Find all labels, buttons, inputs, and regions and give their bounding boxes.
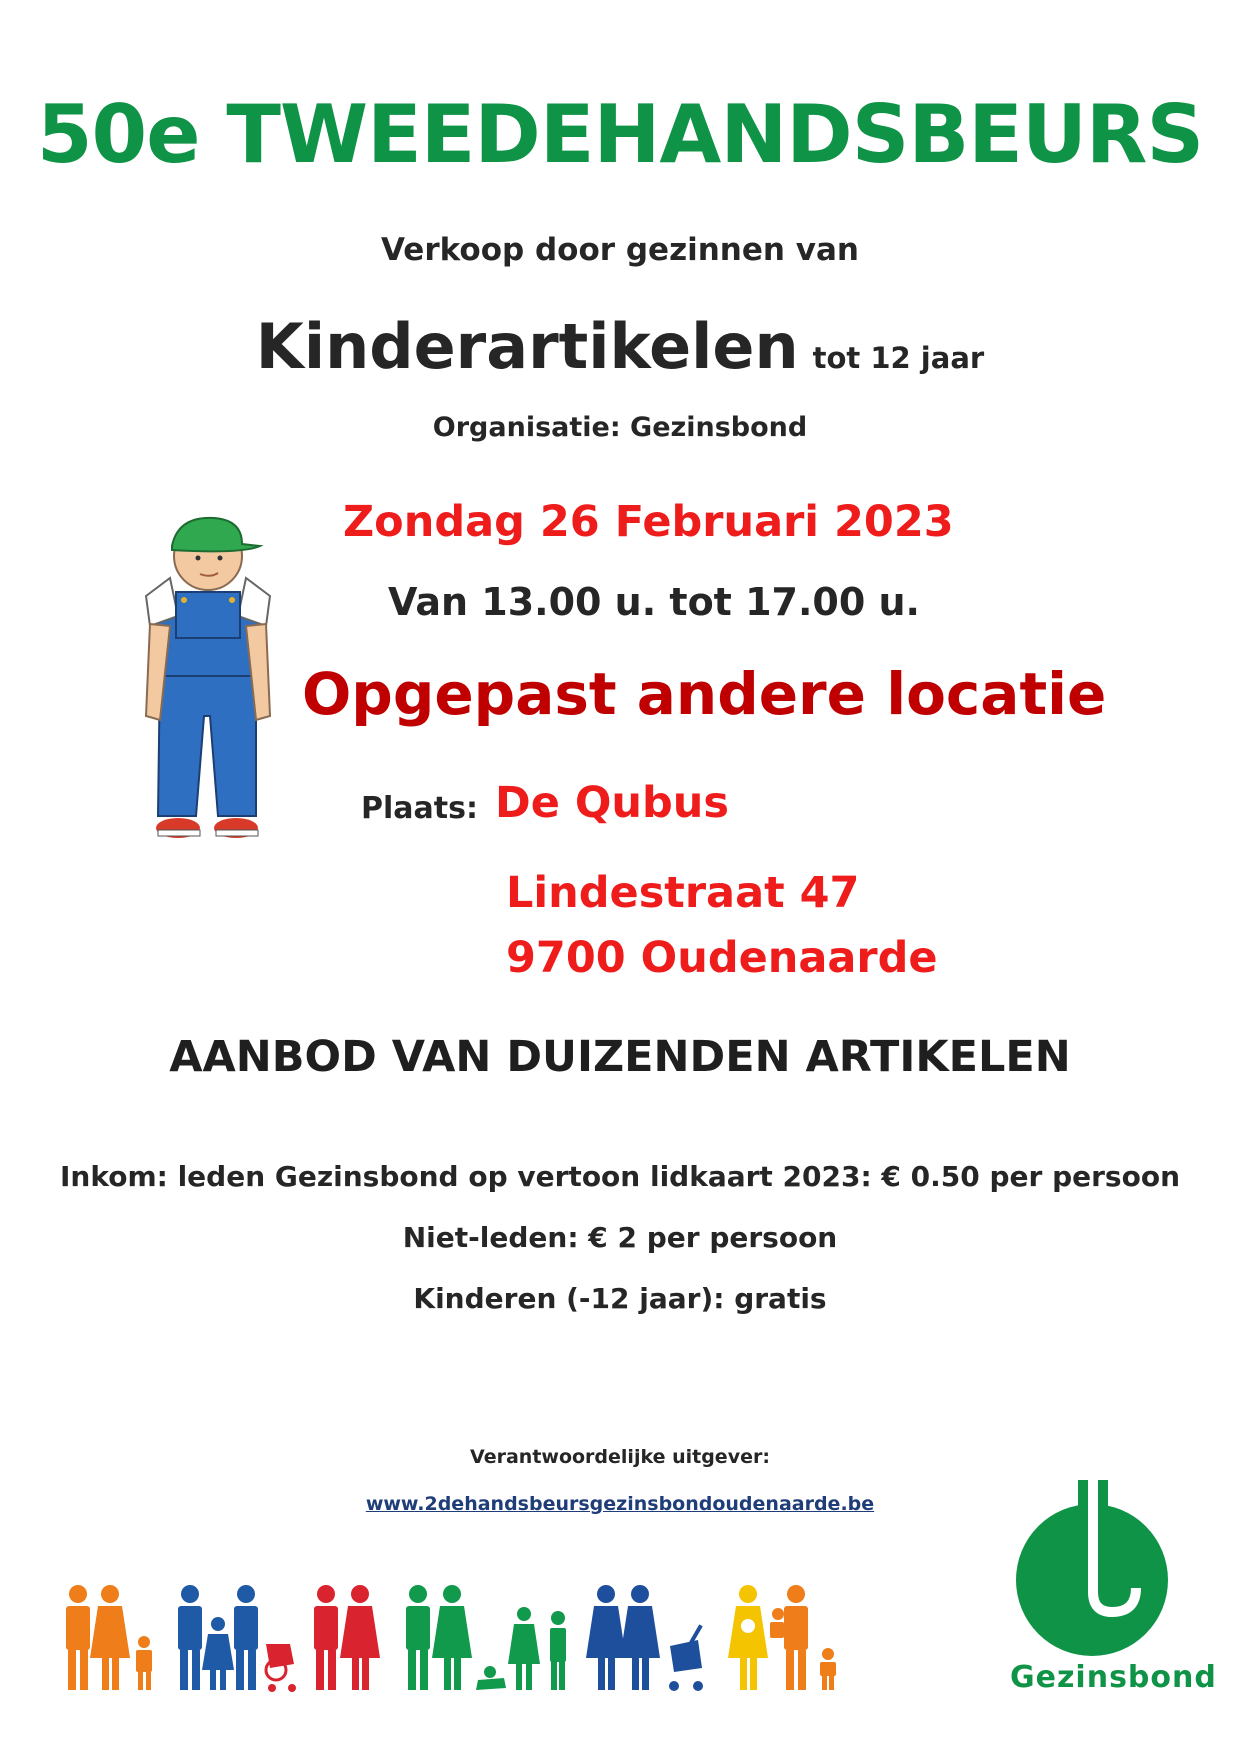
- logo-name: Gezinsbond: [1010, 1660, 1217, 1695]
- location-warning: Opgepast andere locatie: [302, 660, 1107, 728]
- place-label: Plaats:: [361, 791, 478, 826]
- gezinsbond-logo-icon: [1012, 1480, 1172, 1660]
- category-heading: [0, 310, 1240, 383]
- category-label: Kinderartikelen: [255, 310, 799, 383]
- offer-heading: AANBOD VAN DUIZENDEN ARTIKELEN: [169, 1032, 1071, 1082]
- price-children: Kinderen (-12 jaar): gratis: [413, 1282, 827, 1315]
- event-date: Zondag 26 Februari 2023: [343, 497, 954, 547]
- venue-street: Lindestraat 47: [506, 868, 860, 918]
- boy-illustration: [138, 516, 278, 840]
- poster-title: 50e TWEEDEHANDSBEURS: [36, 88, 1204, 181]
- publisher-label: Verantwoordelijke uitgever:: [470, 1446, 770, 1468]
- poster-subtitle: Verkoop door gezinnen van: [381, 232, 859, 268]
- venue-city: 9700 Oudenaarde: [506, 933, 938, 983]
- family-figures-icon: [58, 1584, 948, 1694]
- venue-name: De Qubus: [495, 778, 729, 828]
- price-members: Inkom: leden Gezinsbond op vertoon lidkaart 2023: € 0.50 per persoon: [60, 1160, 1180, 1193]
- event-time: Van 13.00 u. tot 17.00 u.: [388, 580, 920, 624]
- organisation-line: Organisatie: Gezinsbond: [432, 412, 808, 443]
- category-age: tot 12 jaar: [812, 341, 985, 375]
- website-link-text[interactable]: www.2dehandsbeursgezinsbondoudenaarde.be: [365, 1493, 875, 1515]
- price-non-members: Niet-leden: € 2 per persoon: [402, 1221, 838, 1254]
